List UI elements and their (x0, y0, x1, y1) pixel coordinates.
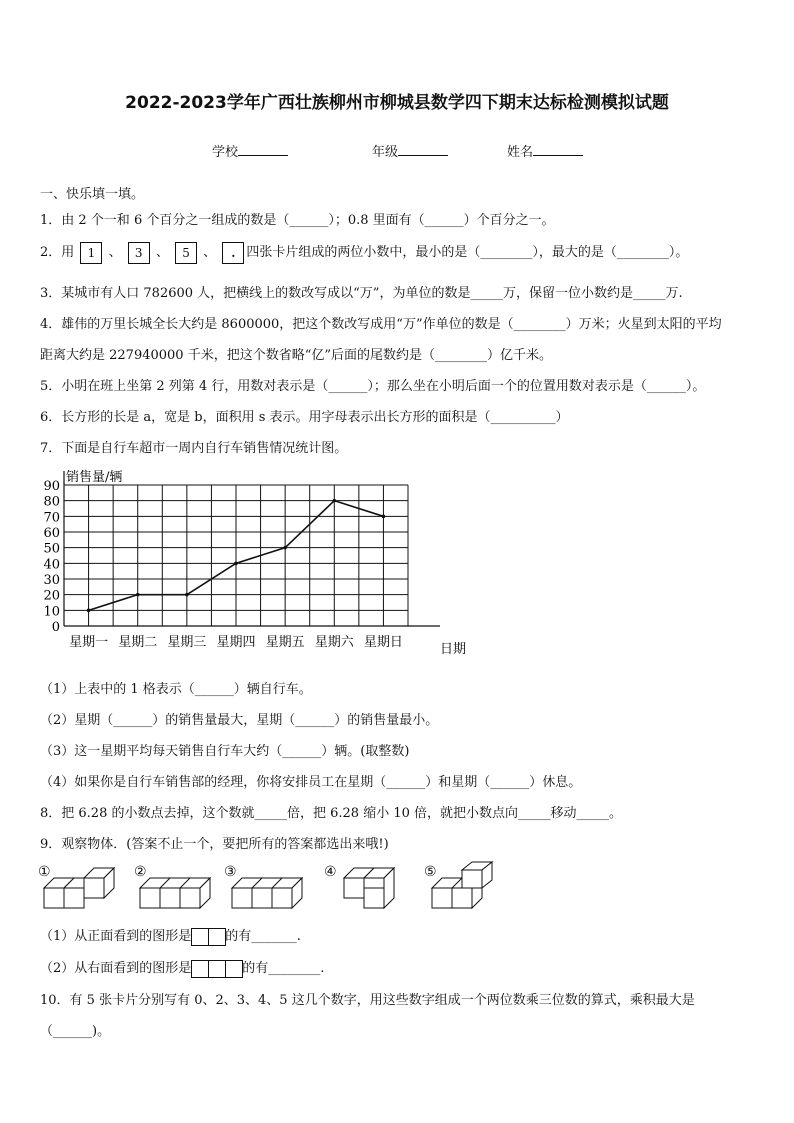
y-tick-label: 90 (43, 479, 60, 494)
y-tick-label: 30 (43, 573, 60, 588)
chart-x-ticks (69, 635, 403, 650)
question-4-line2: 距离大约是 227940000 千米，把这个数省略“亿”后面的尾数约是（________）亿千米。 (40, 348, 552, 363)
y-axis-label: 销售量/辆 (66, 470, 123, 485)
y-tick-label: 10 (43, 604, 60, 620)
y-tick-label: 20 (43, 588, 60, 604)
y-tick-label: 70 (43, 510, 60, 526)
page-title: 2022-2023学年广西壮族柳州市柳城县数学四下期末达标检测模拟试题 (125, 93, 669, 113)
digit-card-3: 3 (128, 242, 150, 264)
q7-sub-2: （2）星期（______）的销售量最大，星期（______）的销售量最小。 (40, 713, 439, 728)
figure-label-3: ③ (224, 864, 237, 880)
digit-card-5: 5 (175, 242, 197, 264)
data-point (136, 593, 140, 597)
q9-sub-1 (40, 925, 301, 946)
q2-separator: 、 (203, 245, 217, 260)
x-tick-label: 星期五 (265, 635, 305, 650)
cube-figure-3 (232, 878, 302, 908)
view-box (208, 928, 226, 946)
q2-separator: 、 (155, 245, 169, 260)
question-10-line1: 10．有 5 张卡片分别写有 0、2、3、4、5 这几个数字，用这些数字组成一个两位数乘三位数的算式，乘积最大是 (40, 993, 695, 1008)
q9-sub-1-prefix: （1）从正面看到的图形是 (40, 929, 192, 944)
x-axis-label: 日期 (440, 642, 467, 657)
q9-sub-2 (40, 957, 324, 978)
chart-grid (64, 485, 408, 626)
y-tick-label: 80 (43, 494, 60, 510)
school-field (212, 141, 288, 160)
y-tick-label: 0 (51, 620, 60, 635)
figure-label-2: ② (134, 864, 147, 880)
x-tick-label: 星期日 (363, 635, 403, 650)
q2-suffix: 四张卡片组成的两位小数中，最小的是（________），最大的是（________）。 (246, 245, 689, 260)
question-7: 7．下面是自行车超市一周内自行车销售情况统计图。 (40, 441, 348, 456)
chart-y-ticks (43, 479, 60, 635)
figure-label-4: ④ (324, 864, 337, 880)
data-point (87, 609, 91, 613)
data-point (332, 499, 336, 503)
school-label: 学校 (212, 145, 239, 160)
grade-field (372, 141, 448, 160)
cube-figure-1 (44, 868, 114, 908)
q9-sub-1-suffix: 的有_______. (225, 929, 301, 944)
y-tick-label: 60 (43, 526, 60, 541)
question-6: 6．长方形的长是 a，宽是 b，面积用 s 表示。用字母表示出长方形的面积是（__________） (40, 410, 569, 425)
view-box (225, 960, 243, 978)
view-box (191, 960, 209, 978)
question-2 (40, 241, 688, 264)
x-tick-label: 星期三 (167, 635, 207, 650)
cube-figure-5 (432, 862, 492, 908)
grade-label: 年级 (372, 145, 399, 160)
data-point (382, 515, 386, 519)
q9-sub-2-prefix: （2）从右面看到的图形是 (40, 961, 192, 976)
question-9: 9．观察物体．(答案不止一个，要把所有的答案都选出来哦!) (40, 837, 389, 852)
q7-sub-4: （4）如果你是自行车销售部的经理，你将安排员工在星期（______）和星期（______）休息。 (40, 775, 582, 790)
name-label: 姓名 (507, 145, 534, 160)
question-10-line2: （______)。 (40, 1024, 111, 1039)
x-tick-label: 星期一 (69, 635, 109, 650)
data-point (185, 593, 189, 597)
cube-figure-2 (140, 878, 210, 908)
x-tick-label: 星期二 (118, 635, 158, 650)
question-3: 3．某城市有人口 782600 人，把横线上的数改写成以“万”，为单位的数是_____万，保留一位小数约是_____万. (40, 286, 683, 301)
data-point (234, 562, 238, 566)
x-tick-label: 星期四 (216, 635, 256, 650)
question-8: 8．把 6.28 的小数点去掉，这个数就_____倍，把 6.28 缩小 10 倍，就把小数点向_____移动_____。 (40, 806, 622, 821)
name-field (507, 141, 583, 160)
y-tick-label: 50 (43, 541, 60, 557)
decimal-point-card: . (222, 242, 244, 264)
x-tick-label: 星期六 (314, 635, 354, 650)
data-point (283, 546, 287, 550)
section-heading: 一、快乐填一填。 (40, 187, 145, 202)
figure-label-5: ⑤ (424, 864, 437, 880)
q7-sub-1: （1）上表中的 1 格表示（______）辆自行车。 (40, 682, 312, 697)
question-4-line1: 4．雄伟的万里长城全长大约是 8600000，把这个数改写成用“万”作单位的数是（________）万米；火星到太阳的平均 (40, 317, 722, 332)
digit-card-1: 1 (80, 242, 102, 264)
q2-prefix: 2．用 (40, 245, 75, 260)
cube-figure-4 (344, 868, 394, 908)
question-1: 1．由 2 个一和 6 个百分之一组成的数是（______）；0.8 里面有（______）个百分之一。 (40, 213, 555, 228)
sales-line-chart (40, 463, 480, 663)
view-box (208, 960, 226, 978)
view-box (191, 928, 209, 946)
q9-sub-2-suffix: 的有________. (242, 961, 325, 976)
q2-separator: 、 (108, 245, 122, 260)
q7-sub-3: （3）这一星期平均每天销售自行车大约（______）辆。(取整数) (40, 744, 410, 759)
y-tick-label: 40 (43, 557, 60, 573)
question-5: 5．小明在班上坐第 2 列第 4 行，用数对表示是（______）；那么坐在小明后面一个的位置用数对表示是（______）。 (40, 379, 706, 394)
figure-label-1: ① (38, 864, 51, 880)
cube-figures (36, 860, 506, 915)
